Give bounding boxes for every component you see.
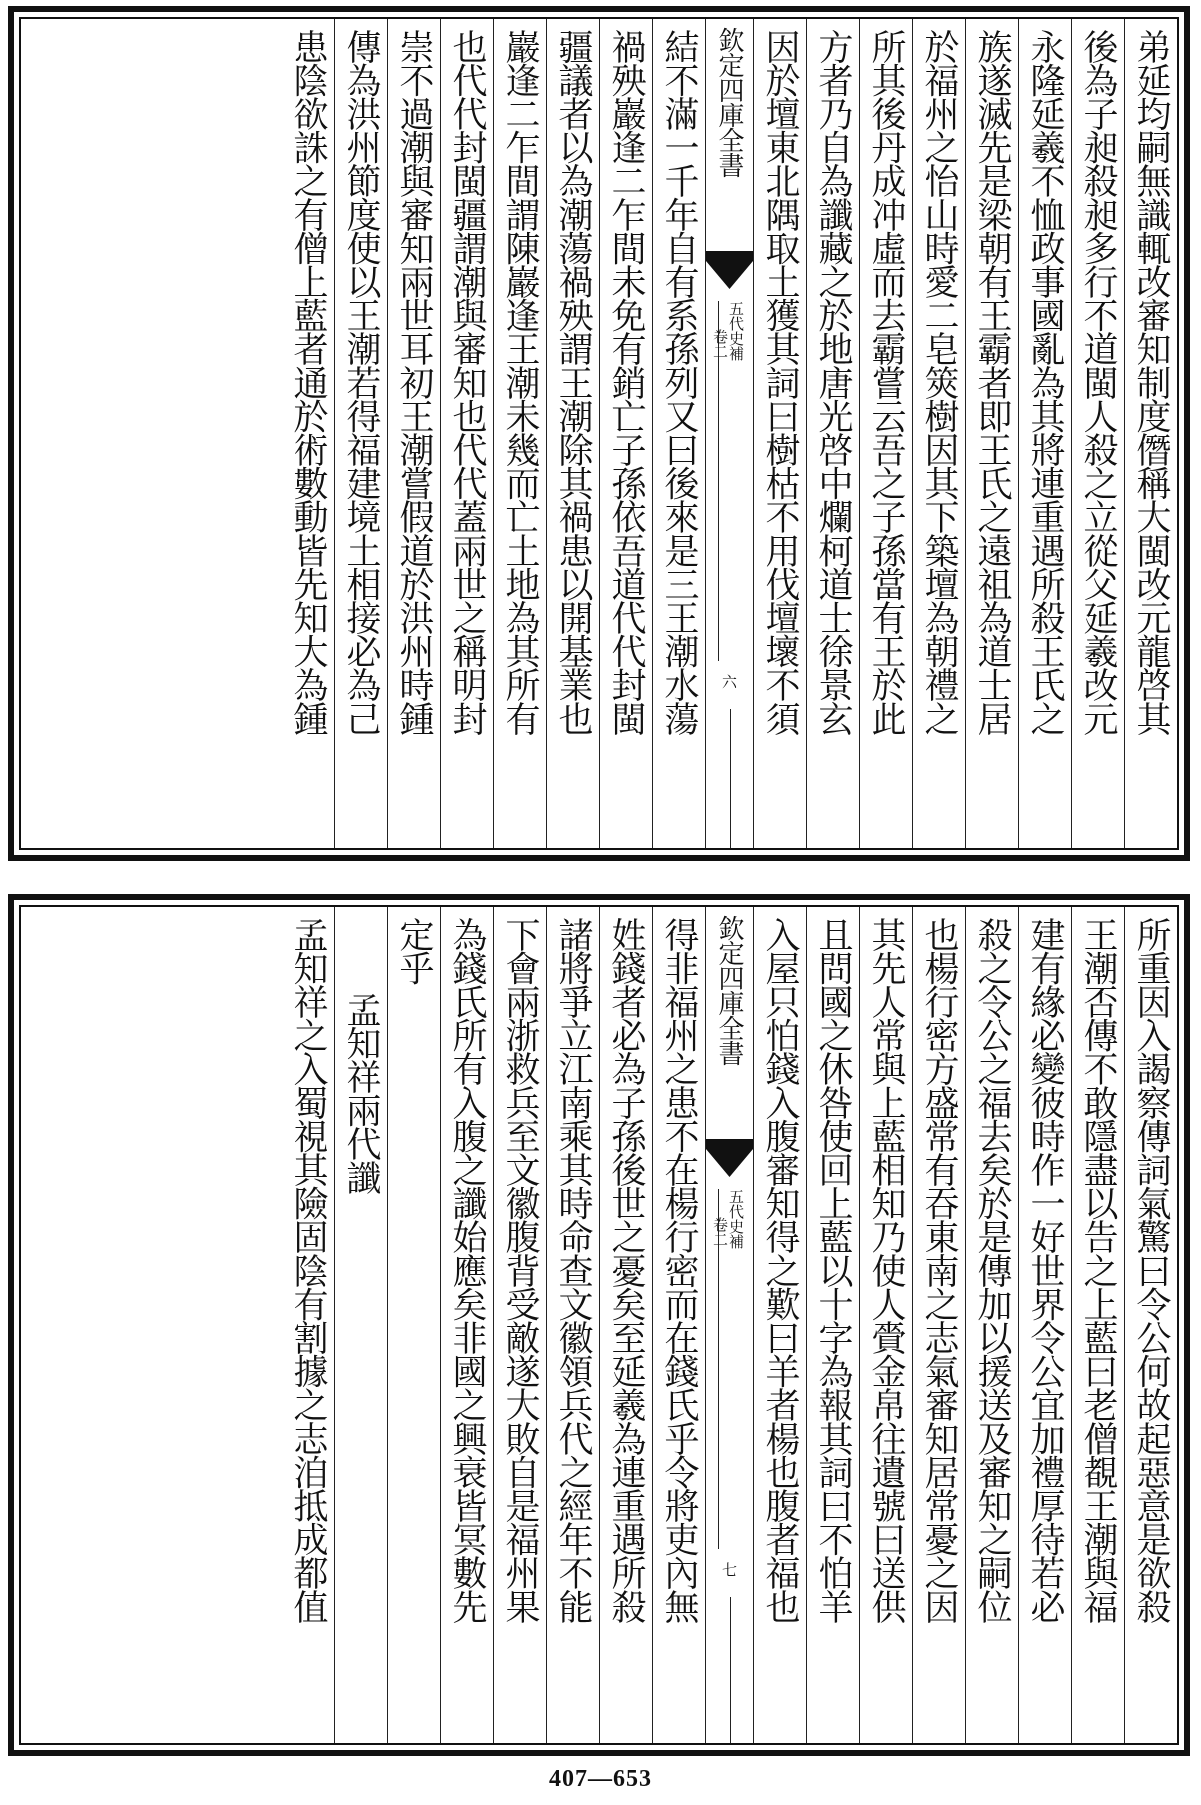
gutter-rule <box>730 1597 731 1743</box>
text-column: 也楊行密方盛常有吞東南之志氣審知居常憂之因 <box>912 907 965 1743</box>
text-column: 於福州之怡山時愛二皂筴樹因其下築壇為朝禮之 <box>912 19 965 848</box>
gutter-subtitle <box>728 301 744 361</box>
text-column: 永隆延羲不恤政事國亂為其將連重遇所殺王氏之 <box>1018 19 1071 848</box>
text-column: 因於壇東北隅取土獲其詞曰樹枯不用伐壇壞不須 <box>753 19 806 848</box>
text-column: 孟知祥之入蜀視其險固陰有割據之志洎抵成都值 <box>288 917 328 1623</box>
text-column: 定乎 <box>387 907 440 1743</box>
fish-tail-mark-icon <box>706 1139 753 1179</box>
text-column: 崇不過潮與審知兩世耳初王潮嘗假道於洪州時鍾 <box>387 19 440 848</box>
text-column: 所其後丹成冲虛而去霸嘗云吾之子孫當有王於此 <box>859 19 912 848</box>
gutter-subtitle <box>728 1189 744 1249</box>
text-column: 其先人常與上藍相知乃使人賫金帛往遺號曰送供 <box>859 907 912 1743</box>
text-column: 王潮否傳不敢隱盡以告之上藍曰老僧覩王潮與福 <box>1071 907 1124 1743</box>
text-column: 患陰欲誅之有僧上藍者通於術數動皆先知大為鍾 <box>288 29 328 735</box>
gutter-volume <box>712 329 728 359</box>
bottom-page-panel <box>8 894 1190 1756</box>
text-column: 姓錢者必為子孫後世之憂矣至延羲為連重遇所殺 <box>599 907 652 1743</box>
text-column: 弟延均嗣無識輒改審知制度僭稱大閩改元龍啓其 <box>1124 19 1177 848</box>
center-gutter <box>705 907 753 1743</box>
text-column: 為錢氏所有入腹之讖始應矣非國之興衰皆冥數先 <box>440 907 493 1743</box>
text-column: 禍殃巖逢二乍間未免有銷亡子孫依吾道代代封閩 <box>599 19 652 848</box>
bottom-page-frame <box>19 905 1179 1745</box>
text-column: 所重因入謁察傳詞氣驚曰令公何故起惡意是欲殺 <box>1124 907 1177 1743</box>
gutter-volume-label: 卷二 <box>711 1217 729 1247</box>
section-heading-column: 孟知祥兩代讖 <box>334 907 387 1743</box>
fish-tail-mark-icon <box>706 251 753 291</box>
gutter-page-number: 六 <box>720 674 738 689</box>
text-column: 巖逢二乍間謂陳巖逢王潮未幾而亡土地為其所有 <box>493 19 546 848</box>
text-column: 族遂滅先是梁朝有王霸者即王氏之遠祖為道士居 <box>965 19 1018 848</box>
gutter-title: 欽定四庫全書 <box>714 915 744 1065</box>
text-column: 結不滿一千年自有系孫列又曰後來是三王潮水蕩 <box>652 19 705 848</box>
center-gutter <box>705 19 753 848</box>
top-text-columns <box>21 19 1177 848</box>
text-column: 方者乃自為讖藏之於地唐光啓中爛柯道士徐景玄 <box>806 19 859 848</box>
text-column: 殺之令公之福去矣於是傳加以援送及審知之嗣位 <box>965 907 1018 1743</box>
text-column: 也代代封閩疆謂潮與審知也代代蓋兩世之稱明封 <box>440 19 493 848</box>
gutter-book-title: 五代史補 <box>727 1189 745 1249</box>
top-page-frame <box>19 17 1179 850</box>
gutter-rule <box>730 709 731 848</box>
text-column: 得非福州之患不在楊行密而在錢氏乎令將吏內無 <box>652 907 705 1743</box>
gutter-volume-label: 卷二 <box>711 329 729 359</box>
gutter-volume <box>712 1217 728 1247</box>
text-column: 傳為洪州節度使以王潮若得福建境土相接必為己 <box>334 19 387 848</box>
text-column: 且問國之休咎使回上藍以十字為報其詞曰不怕羊 <box>806 907 859 1743</box>
text-column: 下會兩浙救兵至文徽腹背受敵遂大敗自是福州果 <box>493 907 546 1743</box>
text-column: 諸將爭立江南乘其時命查文徽領兵代之經年不能 <box>546 907 599 1743</box>
bottom-text-columns <box>21 907 1177 1743</box>
top-page-panel <box>8 6 1190 861</box>
text-column: 疆議者以為潮蕩禍殃謂王潮除其禍患以開基業也 <box>546 19 599 848</box>
gutter-page-number: 七 <box>720 1562 738 1577</box>
text-column: 建有緣必變彼時作一好世界令公宜加禮厚待若必 <box>1018 907 1071 1743</box>
text-column: 後為子昶殺昶多行不道閩人殺之立從父延羲改元 <box>1071 19 1124 848</box>
gutter-book-title: 五代史補 <box>727 301 745 361</box>
page-number: 407—653 <box>549 1766 652 1792</box>
text-column: 入屋只怕錢入腹審知得之歎曰羊者楊也腹者福也 <box>753 907 806 1743</box>
gutter-title: 欽定四庫全書 <box>714 27 744 177</box>
